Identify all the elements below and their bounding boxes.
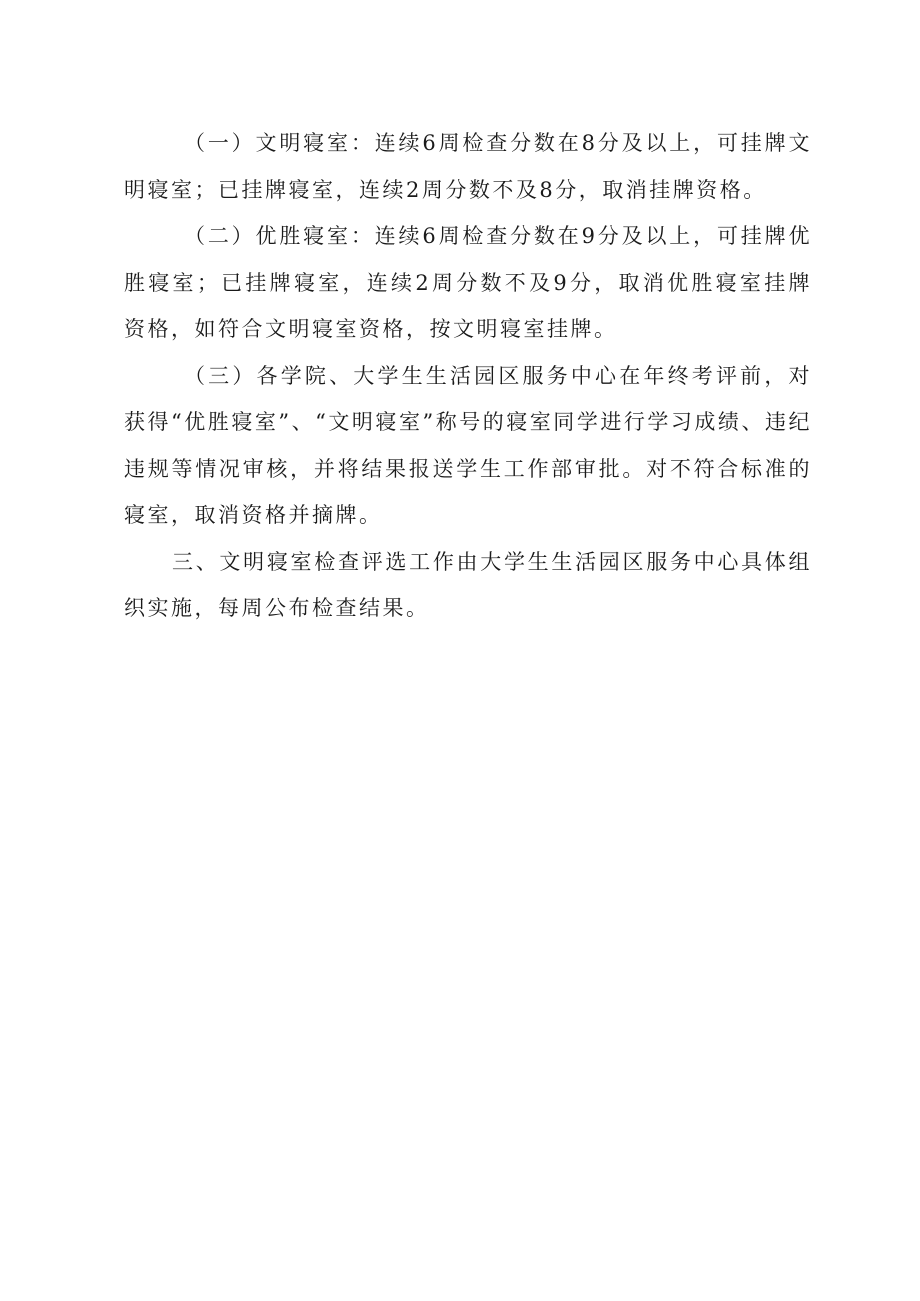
paragraph-excellent-dorm: （二）优胜寝室：连续6周检查分数在9分及以上，可挂牌优胜寝室；已挂牌寝室，连续2周分数不及9分，取消优胜寝室挂牌资格，如符合文明寝室资格，按文明寝室挂牌。 xyxy=(124,224,812,341)
paragraph-section-three: 三、文明寝室检查评选工作由大学生生活园区服务中心具体组织实施，每周公布检查结果。 xyxy=(124,549,812,620)
paragraph-civilized-dorm: （一）文明寝室：连续6周检查分数在8分及以上，可挂牌文明寝室；已挂牌寝室，连续2周分数不及8分，取消挂牌资格。 xyxy=(124,131,812,202)
paragraph-year-end-review: （三）各学院、大学生生活园区服务中心在年终考评前，对获得“优胜寝室”、“文明寝室”称号的寝室同学进行学习成绩、违纪违规等情况审核，并将结果报送学生工作部审批。对不符合标准的寝室，取消资格并摘牌。 xyxy=(124,363,812,527)
document-body xyxy=(124,120,812,632)
